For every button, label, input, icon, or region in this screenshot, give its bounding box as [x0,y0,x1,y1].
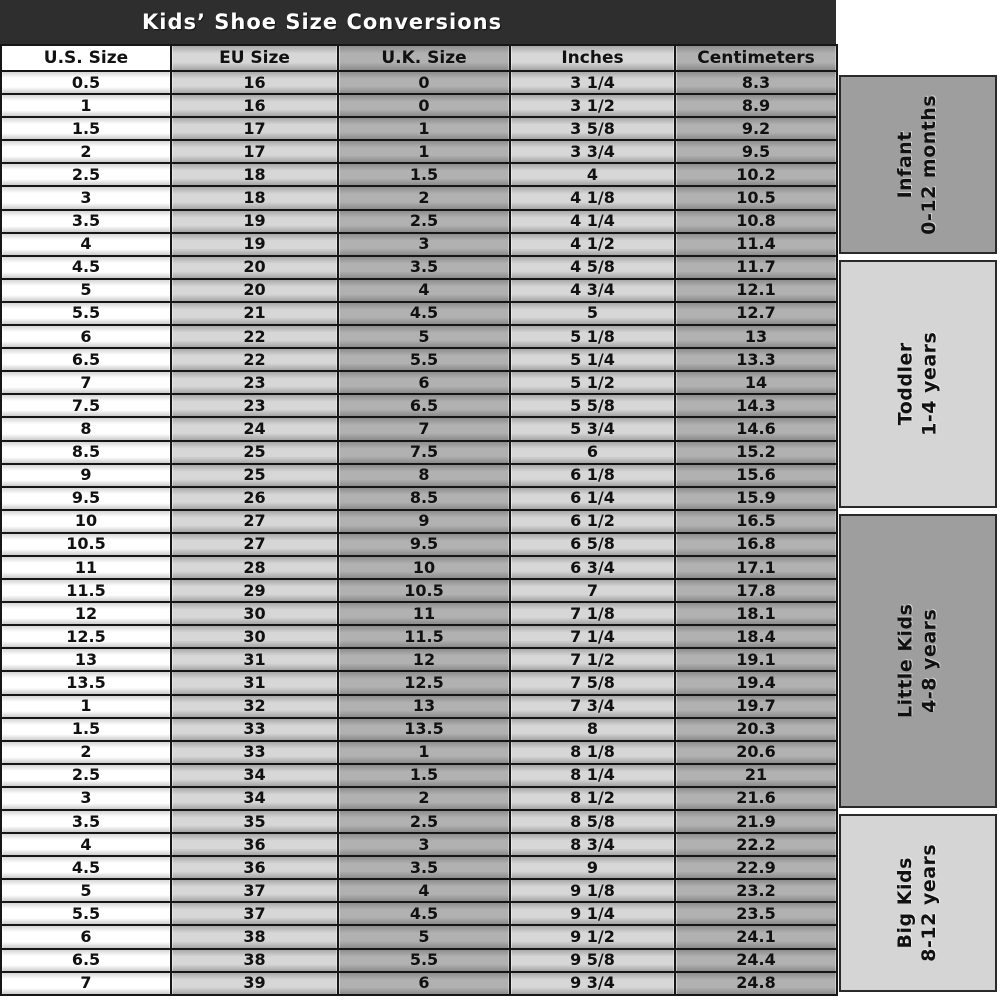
cell-centimeters: 18.1 [675,602,837,625]
cell-inches: 8 5/8 [510,810,675,833]
cell-centimeters: 19.1 [675,648,837,671]
column-header-inches: Inches [510,45,675,71]
cell-inches: 7 1/2 [510,648,675,671]
table-row [1,233,837,256]
cell-uk-size: 7.5 [338,441,510,464]
cell-us-size: 7 [1,371,171,394]
cell-uk-size: 2 [338,787,510,810]
cell-us-size: 5.5 [1,902,171,925]
cell-eu-size: 18 [171,186,338,209]
table-row [1,695,837,718]
age-group-label: Infant 0-12 months [894,94,940,235]
cell-uk-size: 5.5 [338,348,510,371]
cell-inches: 9 1/2 [510,925,675,948]
cell-centimeters: 21.9 [675,810,837,833]
cell-us-size: 12.5 [1,625,171,648]
cell-uk-size: 8.5 [338,487,510,510]
cell-inches: 9 3/4 [510,972,675,995]
table-row [1,464,837,487]
cell-eu-size: 36 [171,833,338,856]
table-row [1,787,837,810]
cell-inches: 7 [510,579,675,602]
table-row [1,764,837,787]
cell-centimeters: 21 [675,764,837,787]
cell-us-size: 11.5 [1,579,171,602]
cell-inches: 7 5/8 [510,671,675,694]
cell-us-size: 1 [1,695,171,718]
cell-inches: 5 [510,302,675,325]
cell-us-size: 0.5 [1,71,171,94]
title-band [0,0,836,44]
cell-eu-size: 27 [171,510,338,533]
cell-uk-size: 10 [338,556,510,579]
table-row [1,833,837,856]
cell-uk-size: 5 [338,925,510,948]
cell-us-size: 6.5 [1,949,171,972]
cell-eu-size: 20 [171,256,338,279]
cell-eu-size: 23 [171,394,338,417]
table-row [1,186,837,209]
cell-us-size: 2.5 [1,764,171,787]
cell-uk-size: 8 [338,464,510,487]
cell-centimeters: 12.1 [675,279,837,302]
cell-inches: 8 [510,718,675,741]
cell-inches: 8 3/4 [510,833,675,856]
cell-us-size: 4 [1,233,171,256]
cell-eu-size: 17 [171,140,338,163]
table-row [1,417,837,440]
cell-inches: 6 1/4 [510,487,675,510]
table-header-row [1,45,837,71]
cell-us-size: 3.5 [1,210,171,233]
cell-eu-size: 31 [171,648,338,671]
cell-eu-size: 19 [171,210,338,233]
cell-centimeters: 13 [675,325,837,348]
cell-eu-size: 37 [171,902,338,925]
cell-uk-size: 3 [338,233,510,256]
cell-uk-size: 13.5 [338,718,510,741]
cell-centimeters: 14.3 [675,394,837,417]
cell-eu-size: 34 [171,787,338,810]
cell-us-size: 9 [1,464,171,487]
cell-inches: 9 [510,856,675,879]
cell-eu-size: 18 [171,163,338,186]
cell-uk-size: 5.5 [338,949,510,972]
cell-us-size: 4.5 [1,856,171,879]
cell-inches: 4 1/8 [510,186,675,209]
cell-us-size: 5 [1,279,171,302]
cell-uk-size: 1 [338,140,510,163]
cell-us-size: 3 [1,186,171,209]
column-header-uk-size: U.K. Size [338,45,510,71]
cell-centimeters: 17.8 [675,579,837,602]
age-group-infant [839,75,997,254]
table-row [1,718,837,741]
cell-eu-size: 17 [171,117,338,140]
cell-us-size: 1.5 [1,718,171,741]
cell-uk-size: 12.5 [338,671,510,694]
cell-centimeters: 24.4 [675,949,837,972]
cell-eu-size: 28 [171,556,338,579]
cell-centimeters: 21.6 [675,787,837,810]
page-title: Kids’ Shoe Size Conversions [142,10,503,34]
cell-us-size: 10 [1,510,171,533]
cell-us-size: 2 [1,140,171,163]
cell-us-size: 2 [1,741,171,764]
age-group-little-kids [839,514,997,808]
cell-centimeters: 8.9 [675,94,837,117]
cell-eu-size: 16 [171,71,338,94]
cell-centimeters: 14 [675,371,837,394]
cell-eu-size: 24 [171,417,338,440]
age-group-label: Toddler 1-4 years [894,331,940,436]
cell-uk-size: 11 [338,602,510,625]
cell-uk-size: 13 [338,695,510,718]
cell-us-size: 1 [1,94,171,117]
cell-us-size: 13.5 [1,671,171,694]
cell-inches: 5 1/2 [510,371,675,394]
table-row [1,810,837,833]
cell-inches: 4 5/8 [510,256,675,279]
cell-us-size: 4.5 [1,256,171,279]
cell-eu-size: 26 [171,487,338,510]
cell-inches: 7 1/8 [510,602,675,625]
cell-inches: 9 1/8 [510,879,675,902]
cell-us-size: 1.5 [1,117,171,140]
cell-uk-size: 1 [338,117,510,140]
cell-uk-size: 1 [338,741,510,764]
cell-inches: 6 1/2 [510,510,675,533]
cell-inches: 8 1/8 [510,741,675,764]
table-row [1,972,837,995]
table-row [1,879,837,902]
cell-eu-size: 25 [171,441,338,464]
cell-centimeters: 15.2 [675,441,837,464]
cell-uk-size: 2.5 [338,810,510,833]
cell-centimeters: 9.5 [675,140,837,163]
age-group-big-kids [839,814,997,993]
table-row [1,487,837,510]
cell-centimeters: 24.1 [675,925,837,948]
column-header-us-size: U.S. Size [1,45,171,71]
table-row [1,671,837,694]
cell-eu-size: 33 [171,741,338,764]
cell-uk-size: 7 [338,417,510,440]
table-row [1,94,837,117]
cell-us-size: 2.5 [1,163,171,186]
cell-centimeters: 22.2 [675,833,837,856]
cell-centimeters: 19.4 [675,671,837,694]
table-row [1,279,837,302]
cell-centimeters: 18.4 [675,625,837,648]
table-row [1,163,837,186]
cell-centimeters: 10.8 [675,210,837,233]
cell-eu-size: 38 [171,949,338,972]
table-row [1,210,837,233]
cell-us-size: 6 [1,325,171,348]
cell-centimeters: 9.2 [675,117,837,140]
cell-inches: 9 5/8 [510,949,675,972]
cell-inches: 6 5/8 [510,533,675,556]
cell-inches: 6 3/4 [510,556,675,579]
cell-uk-size: 2.5 [338,210,510,233]
cell-uk-size: 0 [338,71,510,94]
cell-inches: 3 3/4 [510,140,675,163]
cell-inches: 3 5/8 [510,117,675,140]
cell-centimeters: 15.6 [675,464,837,487]
cell-uk-size: 2 [338,186,510,209]
table-row [1,441,837,464]
cell-eu-size: 25 [171,464,338,487]
cell-eu-size: 36 [171,856,338,879]
cell-centimeters: 10.2 [675,163,837,186]
table-row [1,302,837,325]
cell-eu-size: 33 [171,718,338,741]
cell-us-size: 7.5 [1,394,171,417]
cell-uk-size: 3 [338,833,510,856]
cell-uk-size: 12 [338,648,510,671]
cell-uk-size: 1.5 [338,163,510,186]
cell-inches: 4 3/4 [510,279,675,302]
cell-eu-size: 22 [171,348,338,371]
cell-centimeters: 11.4 [675,233,837,256]
cell-inches: 5 3/4 [510,417,675,440]
cell-us-size: 3 [1,787,171,810]
cell-us-size: 5.5 [1,302,171,325]
table-row [1,625,837,648]
cell-eu-size: 23 [171,371,338,394]
cell-eu-size: 21 [171,302,338,325]
cell-centimeters: 12.7 [675,302,837,325]
cell-uk-size: 9.5 [338,533,510,556]
cell-inches: 8 1/4 [510,764,675,787]
table-row [1,856,837,879]
age-group-sidebar [839,75,997,998]
table-row [1,925,837,948]
column-header-centimeters: Centimeters [675,45,837,71]
cell-us-size: 3.5 [1,810,171,833]
table-row [1,394,837,417]
cell-us-size: 13 [1,648,171,671]
table-row [1,140,837,163]
table-row [1,256,837,279]
cell-eu-size: 30 [171,602,338,625]
cell-inches: 8 1/2 [510,787,675,810]
cell-inches: 3 1/4 [510,71,675,94]
cell-inches: 4 [510,163,675,186]
cell-uk-size: 1.5 [338,764,510,787]
cell-uk-size: 11.5 [338,625,510,648]
table-row [1,533,837,556]
table-row [1,348,837,371]
table-row [1,602,837,625]
cell-inches: 7 3/4 [510,695,675,718]
cell-inches: 6 [510,441,675,464]
cell-eu-size: 16 [171,94,338,117]
cell-eu-size: 22 [171,325,338,348]
cell-centimeters: 13.3 [675,348,837,371]
cell-uk-size: 4.5 [338,902,510,925]
cell-eu-size: 20 [171,279,338,302]
age-group-label: Big Kids 8-12 years [894,843,940,962]
cell-us-size: 5 [1,879,171,902]
age-group-label: Little Kids 4-8 years [894,603,940,718]
table-row [1,648,837,671]
table-row [1,325,837,348]
cell-centimeters: 8.3 [675,71,837,94]
table-row [1,741,837,764]
cell-us-size: 10.5 [1,533,171,556]
cell-inches: 5 5/8 [510,394,675,417]
cell-us-size: 8 [1,417,171,440]
cell-eu-size: 19 [171,233,338,256]
cell-eu-size: 31 [171,671,338,694]
cell-us-size: 4 [1,833,171,856]
cell-uk-size: 6 [338,371,510,394]
cell-centimeters: 10.5 [675,186,837,209]
cell-uk-size: 3.5 [338,256,510,279]
cell-eu-size: 27 [171,533,338,556]
column-header-eu-size: EU Size [171,45,338,71]
cell-inches: 3 1/2 [510,94,675,117]
cell-eu-size: 37 [171,879,338,902]
cell-us-size: 6 [1,925,171,948]
shoe-size-table [0,44,838,996]
cell-eu-size: 38 [171,925,338,948]
cell-uk-size: 3.5 [338,856,510,879]
cell-centimeters: 20.6 [675,741,837,764]
cell-inches: 6 1/8 [510,464,675,487]
cell-centimeters: 15.9 [675,487,837,510]
cell-uk-size: 6 [338,972,510,995]
cell-us-size: 12 [1,602,171,625]
cell-centimeters: 16.8 [675,533,837,556]
cell-us-size: 8.5 [1,441,171,464]
cell-uk-size: 4 [338,879,510,902]
table-row [1,510,837,533]
cell-centimeters: 24.8 [675,972,837,995]
cell-uk-size: 6.5 [338,394,510,417]
cell-uk-size: 9 [338,510,510,533]
cell-uk-size: 10.5 [338,579,510,602]
cell-uk-size: 4.5 [338,302,510,325]
cell-uk-size: 0 [338,94,510,117]
table-row [1,556,837,579]
cell-centimeters: 23.5 [675,902,837,925]
cell-us-size: 9.5 [1,487,171,510]
cell-inches: 7 1/4 [510,625,675,648]
table-row [1,371,837,394]
cell-eu-size: 29 [171,579,338,602]
table-row [1,579,837,602]
cell-eu-size: 32 [171,695,338,718]
cell-eu-size: 35 [171,810,338,833]
cell-centimeters: 14.6 [675,417,837,440]
cell-eu-size: 30 [171,625,338,648]
table-row [1,71,837,94]
table-row [1,117,837,140]
cell-uk-size: 4 [338,279,510,302]
cell-centimeters: 20.3 [675,718,837,741]
cell-eu-size: 34 [171,764,338,787]
cell-inches: 5 1/8 [510,325,675,348]
cell-inches: 9 1/4 [510,902,675,925]
cell-centimeters: 23.2 [675,879,837,902]
cell-inches: 4 1/4 [510,210,675,233]
age-group-toddler [839,260,997,508]
cell-centimeters: 11.7 [675,256,837,279]
table-row [1,949,837,972]
cell-eu-size: 39 [171,972,338,995]
cell-us-size: 11 [1,556,171,579]
table-row [1,902,837,925]
cell-inches: 4 1/2 [510,233,675,256]
cell-us-size: 6.5 [1,348,171,371]
cell-centimeters: 17.1 [675,556,837,579]
cell-centimeters: 22.9 [675,856,837,879]
cell-centimeters: 16.5 [675,510,837,533]
cell-us-size: 7 [1,972,171,995]
cell-centimeters: 19.7 [675,695,837,718]
cell-uk-size: 5 [338,325,510,348]
cell-inches: 5 1/4 [510,348,675,371]
